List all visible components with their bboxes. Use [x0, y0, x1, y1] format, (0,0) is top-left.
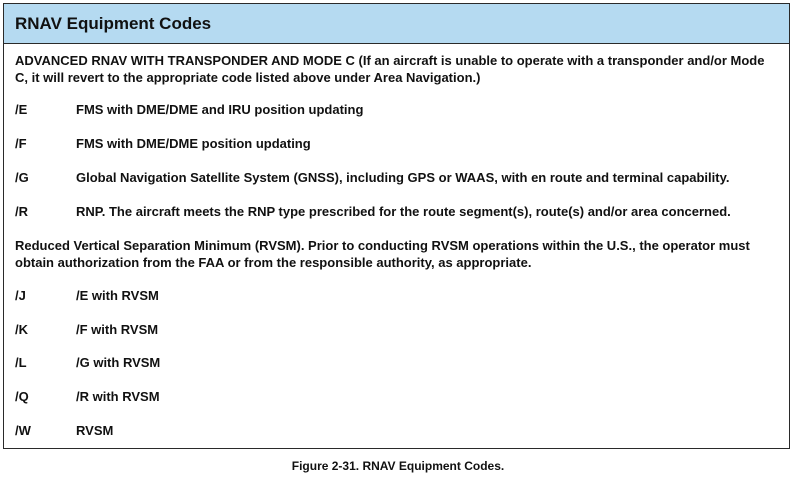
table-title: RNAV Equipment Codes [15, 13, 212, 33]
code-description: /F with RVSM [76, 322, 159, 337]
table-header [4, 4, 789, 44]
code-description: RNP. The aircraft meets the RNP type prescribed for the route segment(s), route(s) and/or area concerned. [76, 204, 731, 219]
code-label: /E [15, 102, 28, 117]
equipment-codes-table [3, 3, 790, 449]
code-label: /F [15, 136, 27, 151]
code-label: /K [15, 322, 28, 337]
code-description: Global Navigation Satellite System (GNSS), including GPS or WAAS, with en route and terminal capability. [76, 170, 730, 185]
code-row-w [15, 423, 779, 439]
code-row-j [15, 288, 779, 304]
code-label: /R [15, 204, 28, 219]
code-row-e [15, 102, 779, 118]
code-label: /L [15, 355, 27, 370]
advanced-rnav-intro: ADVANCED RNAV WITH TRANSPONDER AND MODE C (If an aircraft is unable to operate with a transponder and/or Mode C, it will revert to the appropriate code listed above under Area Navigation.) [15, 53, 765, 85]
code-label: /G [15, 170, 29, 185]
code-label: /W [15, 423, 31, 438]
code-description: FMS with DME/DME position updating [76, 136, 311, 151]
code-row-q [15, 389, 779, 405]
code-row-g [15, 170, 779, 186]
code-row-f [15, 136, 779, 152]
code-description: /E with RVSM [76, 288, 159, 303]
code-description: RVSM [76, 423, 114, 438]
code-description: /G with RVSM [76, 355, 161, 370]
code-description: /R with RVSM [76, 389, 160, 404]
code-label: /J [15, 288, 26, 303]
code-row-k [15, 322, 779, 338]
code-row-l [15, 355, 779, 371]
code-description: FMS with DME/DME and IRU position updating [76, 102, 364, 117]
code-row-r [15, 204, 779, 220]
figure-caption: Figure 2-31. RNAV Equipment Codes. [291, 459, 505, 473]
code-label: /Q [15, 389, 29, 404]
rvsm-intro: Reduced Vertical Separation Minimum (RVSM). Prior to conducting RVSM operations within the U.S., the operator must obtain authorization from the FAA or from the responsible authority, as appropriate. [15, 238, 750, 270]
